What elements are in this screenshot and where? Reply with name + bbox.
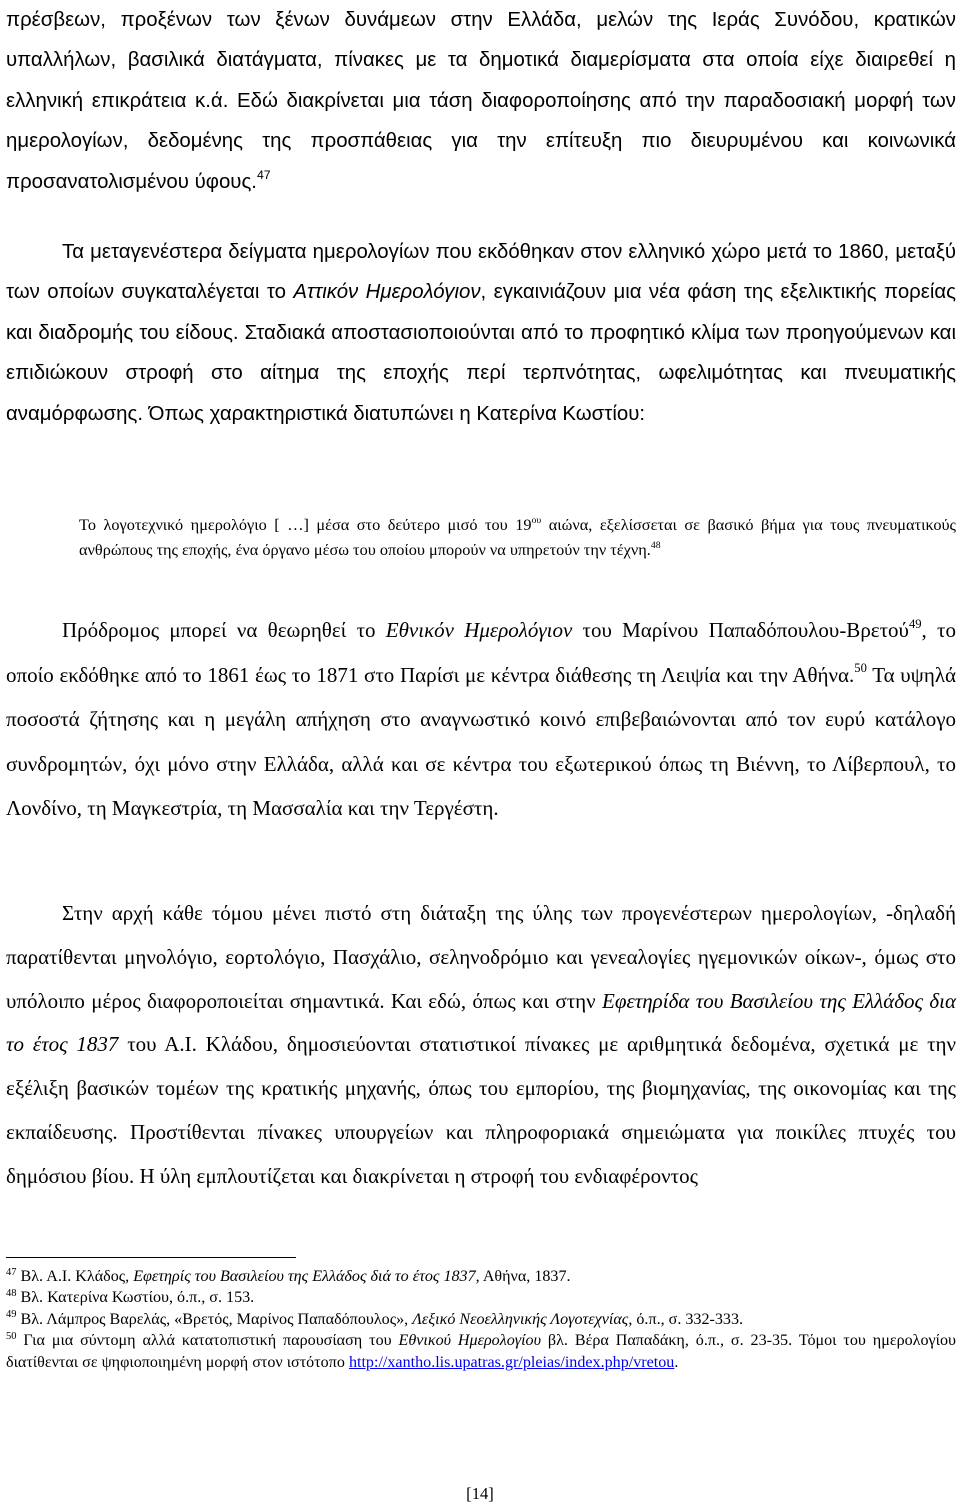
footnote-ref-48[interactable]: 48	[650, 539, 661, 551]
footnote-ref-49[interactable]: 49	[908, 616, 922, 631]
footnotes	[6, 1266, 956, 1373]
paragraph-text: Πρόδρομος μπορεί να θεωρηθεί το	[62, 618, 386, 642]
footnote-text: Για μια σύντομη αλλά κατατοπιστική παρουσίαση του	[16, 1332, 399, 1350]
body-paragraph-3	[6, 608, 956, 831]
footnote-48	[6, 1287, 956, 1308]
footnote-italic: Εθνικού Ημερολογίου	[398, 1332, 541, 1350]
footnote-text: , Αθήνα, 1837.	[475, 1268, 571, 1285]
footnote-separator	[6, 1257, 296, 1258]
body-paragraph-2	[6, 232, 956, 434]
body-paragraph-1	[6, 0, 956, 202]
website-link[interactable]: http://xantho.lis.upatras.gr/pleias/index.php/vretou	[348, 1353, 675, 1371]
quote-text: αιώνα, εξελίσσεται σε βασικό βήμα για τους πνευματικούς ανθρώπους της εποχής, ένα όργανο μέσω του οποίου μπορούν να υπηρετούν την τέχνη.	[79, 515, 956, 559]
paragraph-text: , το οποίο εκδόθηκε από το 1861 έως το 1871 στο Παρίσι με κέντρα διάθεσης τη Λειψία και την Αθήνα.	[6, 618, 956, 687]
italic-title: Εθνικόν Ημερολόγιον	[385, 618, 573, 642]
italic-title: Αττικόν Ημερολόγιον	[293, 281, 481, 304]
footnote-49	[6, 1309, 956, 1330]
footnote-number: 50	[6, 1330, 17, 1342]
footnote-text: , ό.π., σ. 332-333.	[628, 1310, 744, 1328]
paragraph-text: πρέσβεων, προξένων των ξένων δυνάμεων στην Ελλάδα, μελών της Ιεράς Συνόδου, κρατικών υπαλλήλων, βασιλικά διατάγματα, πίνακες με τα δημοτικά διαμερίσματα στα οποία είχε διαιρεθεί η ελληνική επικράτεια κ.ά. Εδώ διακρίνεται μια τάση διαφοροποίησης από την παραδοσιακή μορφή των ημερολογίων, δεδομένης της προσπάθειας για την επίτευξη πιο διευρυμένου και κοινωνικά προσανατολισμένου ύφους.	[6, 9, 956, 193]
italic-title: Εφετηρίδα του Βασιλείου της Ελλάδος δια το έτος 1837	[6, 988, 956, 1057]
footnote-ref-47[interactable]: 47	[256, 167, 271, 182]
footnote-number: 48	[6, 1288, 17, 1300]
block-quote	[79, 512, 956, 562]
footnote-text: βλ. Βέρα Παπαδάκη, ό.π., σ. 23-35. Τόμοι του ημερολογίου διατίθενται σε ψηφιοποιημένη μορφή στον ιστότοπο	[6, 1332, 956, 1371]
footnote-50	[6, 1330, 956, 1373]
footnote-italic: Λεξικό Νεοελληνικής Λογοτεχνίας	[412, 1310, 629, 1328]
paragraph-text: Στην αρχή κάθε τόμου μένει πιστό στη διάταξη της ύλης των προγενέστερων ημερολογίων, -δηλαδή παρατίθενται μηνολόγιο, εορτολόγιο, Πασχάλιο, σεληνοδρόμιο και γενεαλογίες ηγεμονικών οίκων-, όμως στο υπόλοιπο μέρος διαφοροποιείται σημαντικά. Και εδώ, όπως και στην	[6, 901, 956, 1013]
footnote-italic: Εφετηρίς του Βασιλείου της Ελλάδος διά το έτος 1837	[133, 1268, 476, 1285]
footnote-text: Βλ. Κατερίνα Κωστίου, ό.π., σ. 153.	[16, 1289, 255, 1307]
paragraph-text: του Μαρίνου Παπαδόπουλου-Βρετού	[572, 618, 909, 642]
footnote-text: Βλ. Α.Ι. Κλάδος,	[16, 1268, 134, 1285]
paragraph-text: του Α.Ι. Κλάδου, δημοσιεύονται στατιστικοί πίνακες με αριθμητικά δεδομένα, σχετικά με την εξέλιξη βασικών τομέων της κρατικής μηχανής, όπως του εμπορίου, της βιομηχανίας, της οικονομίας και της εκπαίδευσης. Προστίθενται πίνακες υπουργείων και πληροφοριακά σημειώματα για ποικίλες πτυχές του δημόσιου βίου. Η ύλη εμπλουτίζεται και διακρίνεται η στροφή του ενδιαφέροντος	[6, 1032, 956, 1188]
footnote-text: .	[674, 1353, 679, 1371]
page-number: [14]	[466, 1484, 494, 1503]
quote-text: Το λογοτεχνικό ημερολόγιο [ …] μέσα στο δεύτερο μισό του 19	[79, 515, 532, 534]
footnote-ref-50[interactable]: 50	[854, 661, 867, 676]
footnote-number: 49	[6, 1309, 17, 1321]
footnote-text: Βλ. Λάμπρος Βαρελάς, «Βρετός, Μαρίνος Παπαδόπουλος»,	[16, 1310, 413, 1328]
paragraph-text: Τα μεταγενέστερα δείγματα ημερολογίων που εκδόθηκαν στον ελληνικό χώρο μετά το 1860, μεταξύ των οποίων συγκαταλέγεται το	[6, 241, 956, 304]
paragraph-text: , εγκαινιάζουν μια νέα φάση της εξελικτικής πορείας και διαδρομής του είδους. Σταδιακά αποστασιοποιούνται από το προφητικό κλίμα των προηγούμενων και επιδιώκουν στροφή στο αίτημα της εποχής περί τερπνότητας, ωφελιμότητας και πνευματικής αναμόρφωσης. Όπως χαρακτηριστικά διατυπώνει η Κατερίνα Κωστίου:	[6, 281, 956, 425]
body-paragraph-4	[6, 892, 956, 1199]
paragraph-text: Τα υψηλά ποσοστά ζήτησης και η μεγάλη απήχηση στο αναγνωστικό κοινό επιβεβαιώνονται από τον ευρύ κατάλογο συνδρομητών, όχι μόνο στην Ελλάδα, αλλά και σε κέντρα του εξωτερικού όπως τη Βιέννη, το Λίβερπουλ, το Λονδίνο, τη Μαγκεστρία, τη Μασσαλία και την Τεργέστη.	[6, 662, 956, 821]
footnote-47	[6, 1266, 956, 1287]
footnote-number: 47	[6, 1266, 17, 1278]
ordinal-superscript: ου	[531, 514, 542, 526]
